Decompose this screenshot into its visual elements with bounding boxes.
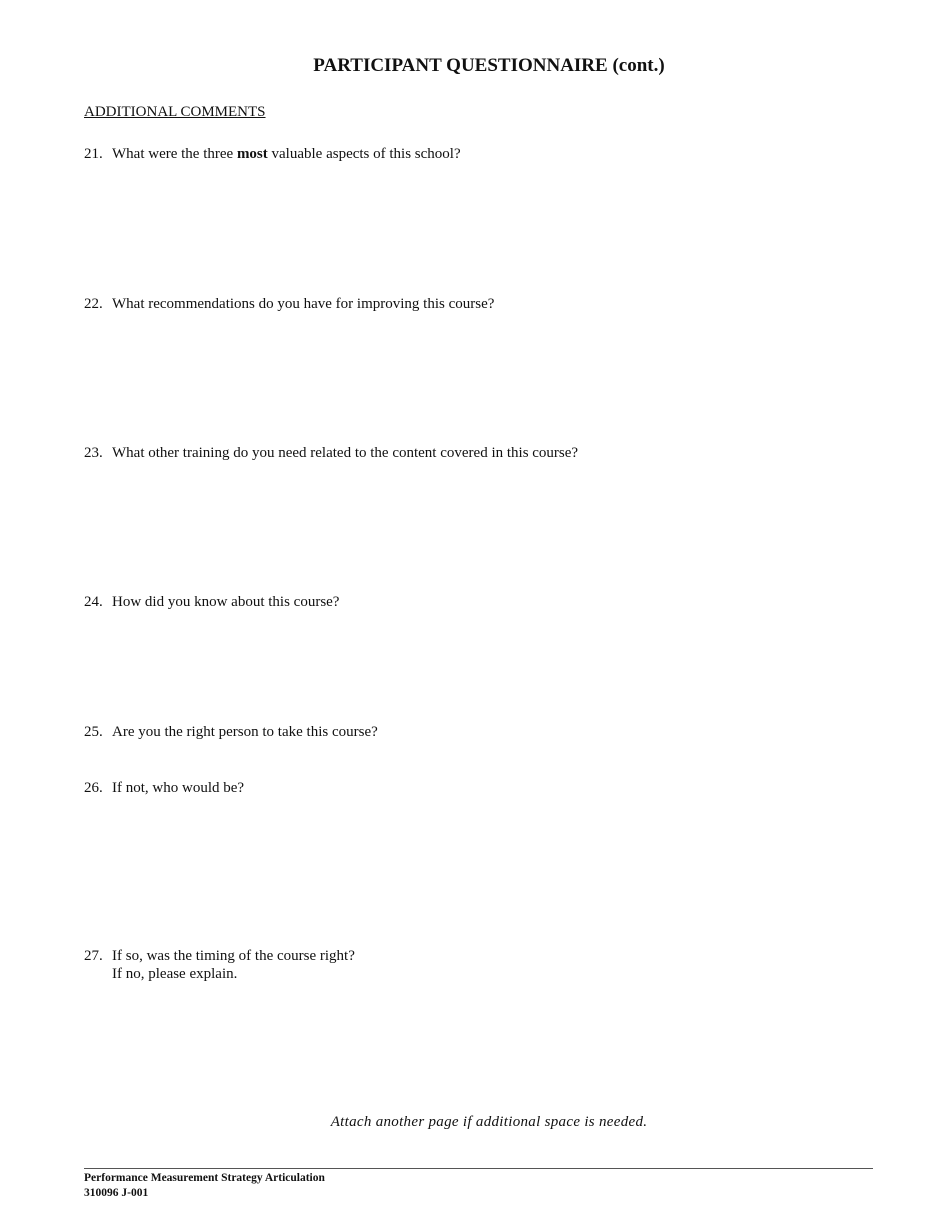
question-text: Are you the right person to take this course? — [112, 724, 378, 740]
question-number: 27. — [84, 948, 103, 964]
page-title: PARTICIPANT QUESTIONNAIRE (cont.) — [313, 55, 665, 76]
question-text: If not, who would be? — [112, 780, 245, 796]
question-25 — [84, 723, 378, 741]
question-text: What recommendations do you have for improving this course? — [112, 296, 495, 312]
question-22 — [84, 295, 494, 313]
footer-document-code: 310096 J-001 — [84, 1187, 149, 1199]
attach-page-note: Attach another page if additional space is needed. — [330, 1114, 648, 1130]
section-heading: ADDITIONAL COMMENTS — [84, 104, 266, 120]
question-number: 25. — [84, 724, 103, 740]
question-text-continued: If no, please explain. — [112, 966, 238, 982]
question-number: 23. — [84, 445, 103, 461]
question-number: 21. — [84, 146, 103, 162]
question-number: 26. — [84, 780, 103, 796]
footer-divider — [84, 1168, 873, 1169]
question-text: If so, was the timing of the course right? — [112, 948, 355, 964]
question-text-emphasis: most — [236, 146, 268, 162]
footer-document-title: Performance Measurement Strategy Articulation — [84, 1172, 325, 1184]
question-text-start: What were the three — [112, 146, 237, 162]
question-26 — [84, 779, 244, 797]
question-text: How did you know about this course? — [112, 594, 340, 610]
question-number: 22. — [84, 296, 103, 312]
question-text-end: valuable aspects of this school? — [267, 146, 461, 162]
question-number: 24. — [84, 594, 103, 610]
question-text: What other training do you need related to the content covered in this course? — [112, 445, 579, 461]
question-24 — [84, 593, 339, 611]
question-23 — [84, 444, 578, 462]
question-27 — [84, 947, 355, 983]
question-21 — [84, 145, 461, 163]
